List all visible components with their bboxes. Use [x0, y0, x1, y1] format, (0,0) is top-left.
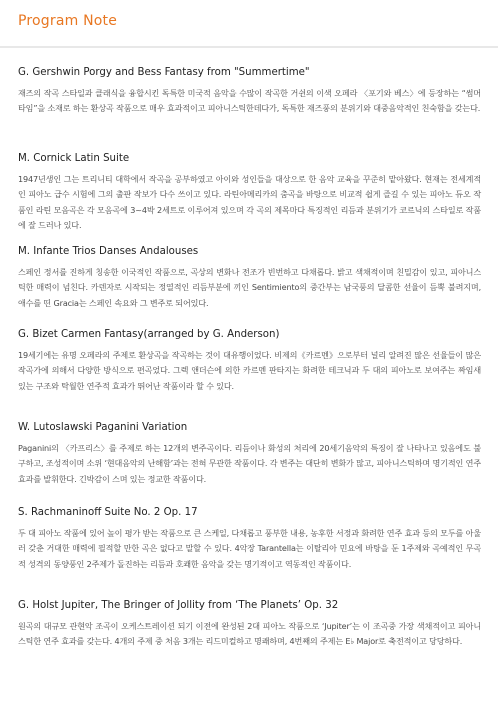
- program-item-cornick: [18, 152, 481, 234]
- piece-title: M. Cornick Latin Suite: [18, 153, 130, 164]
- piece-title: G. Holst Jupiter, The Bringer of Jollity from ‘The Planets’ Op. 32: [18, 600, 339, 611]
- piece-description: 1947년생인 그는 트리니티 대학에서 작곡을 공부하였고 아이와 성인들을 대상으로 한 음악 교육을 꾸준히 맡아왔다. 현재는 전세계적인 피아노 급수 시험에 그의 출판 작보가 다수 쓰이고 있다. 라틴아메리카의 춤곡을 바탕으로 비교적 쉽게 즐길 수 있는 피아노 듀오 작품인 라틴 모음곡은 각 모음곡에 3~4박 2세트로 이루어져 있으며 각 곡의 제목마다 특징적인 리듬과 분위기가 코르닉의 스타일로 작품에 잘 드러나 있다.: [18, 174, 481, 231]
- piece-title: W. Lutoslawski Paganini Variation: [18, 422, 188, 433]
- program-item-lutoslawski: [18, 421, 481, 487]
- piece-title: S. Rachmaninoff Suite No. 2 Op. 17: [18, 507, 198, 518]
- program-item-holst: [18, 599, 481, 650]
- program-item-bizet: [18, 328, 481, 394]
- program-item-infante: [18, 245, 481, 311]
- piece-description: 19세기에는 유명 오페라의 주제로 환상곡을 작곡하는 것이 대유행이었다. 비제의《카르멘》으로부터 널리 알려진 많은 선율들이 많은 작곡가에 의해서 다양한 방식으로 편곡었다. 그렉 앤더슨에 의한 카르멘 판타지는 화려한 테크닉과 두 대의 피아노로 보여주는 짜임새 있는 구조와 탁월한 연주적 효과가 뛰어난 작품이라 할 수 있다.: [18, 350, 481, 391]
- piece-title: G. Gershwin Porgy and Bess Fantasy from "Summertime": [18, 67, 310, 78]
- piece-title: G. Bizet Carmen Fantasy(arranged by G. Anderson): [18, 329, 280, 340]
- piece-description: 원곡의 대규모 관현악 조곡이 오케스트레이션 되기 이전에 완성된 2대 피아노 작품으로 ‘Jupiter’는 이 조곡중 가장 색채적이고 피아니스틱한 연주 효과를 갖는다. 4개의 주제 중 처음 3개는 리드미컬하고 명쾌하며, 4번째의 주제는 E♭ Major로 축전적이고 당당하다.: [18, 621, 481, 647]
- program-item-gershwin: [18, 66, 481, 117]
- page-title: Program Note: [18, 13, 118, 29]
- piece-description: 두 대 피아노 작품에 있어 높이 평가 받는 작품으로 큰 스케일, 다채롭고 풍부한 내용, 농후한 서정과 화려한 연주 효과 등의 모두를 아울러 갖춘 거대한 매력에 필적할 만한 곡은 없다고 말할 수 있다. 4악장 Tarantella는 이탈리아 민요에 바탕을 둔 1주제와 곡예적인 무곡적 성격의 동양풍인 2주제가 돌진하는 리듬과 호쾌한 음악을 갖는 명기적이고 역동적인 작품이다.: [18, 528, 481, 569]
- piece-description: 스페인 정서를 진하게 칭송한 이국적인 작품으로, 곡상의 변화나 전조가 빈번하고 다채롭다. 밝고 색채적이며 친밀감이 있고, 피아니스틱한 매력이 넘친다. 카덴자로 시작되는 정열적인 리듬부분에 끼인 Sentimiento의 중간부는 남국풍의 달콤한 선율이 듬뿍 불려지며, 애수를 띤 Gracia는 스페인 속요와 그 변주로 되어있다.: [18, 267, 481, 308]
- page-header: [0, 0, 498, 48]
- program-item-rachmaninoff: [18, 506, 481, 572]
- piece-description: 재즈의 작곡 스타일과 클래식을 융합시킨 독특한 미국적 음악을 수많이 작곡한 거쉰의 이색 오페라 〈포기와 베스〉에 등장하는 “썸머타임”을 소재로 하는 환상곡 작품으로 매우 효과적이고 피아니스틱한데다가, 독특한 재즈풍의 분위기와 대중음악적인 친숙함을 갖는다.: [18, 88, 481, 114]
- piece-description: Paganini의 〈카프리스〉를 주제로 하는 12개의 변주곡이다. 리듬이나 화성의 처리에 20세기음악의 특징이 잘 나타나고 있음에도 불구하고, 조성적이며 소위 ‘현대음악의 난해함’과는 전혀 무관한 작품이다. 각 변주는 대단히 변화가 많고, 피아니스틱하며 명기적인 연주 효과를 발휘한다. 긴박감이 스며 있는 정교한 작품이다.: [18, 443, 481, 484]
- piece-title: M. Infante Trios Danses Andalouses: [18, 246, 199, 257]
